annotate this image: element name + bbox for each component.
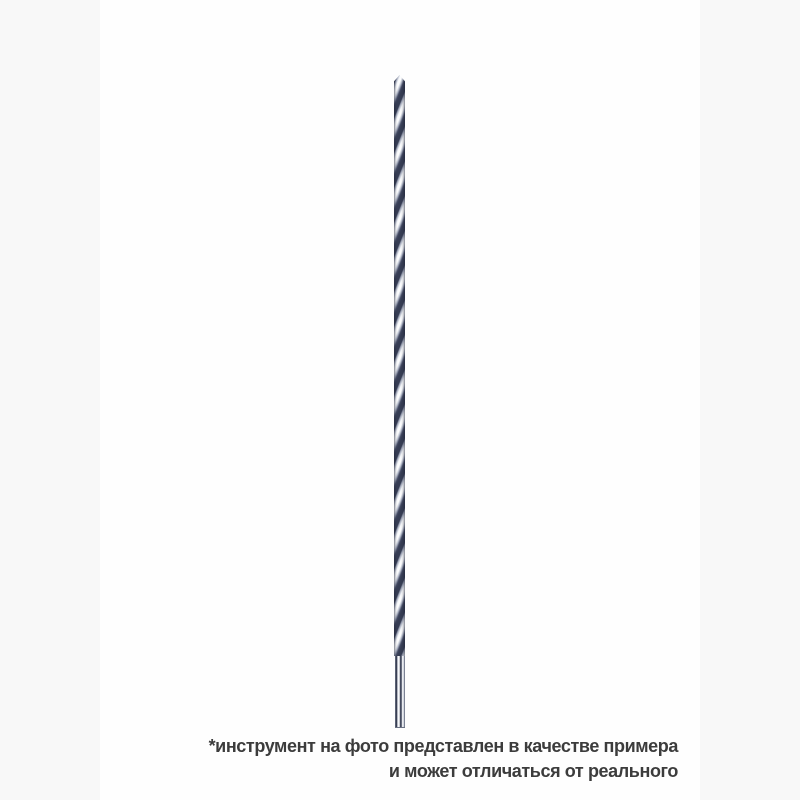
disclaimer-line1: *инструмент на фото представлен в качестве примера <box>208 736 678 756</box>
drill-shank <box>395 656 405 728</box>
right-margin-band <box>700 0 800 800</box>
drill-bit-image <box>394 75 405 728</box>
disclaimer-text <box>209 734 678 784</box>
disclaimer-line2: и может отличаться от реального <box>388 761 678 781</box>
drill-flutes <box>394 75 405 656</box>
left-margin-band <box>0 0 100 800</box>
